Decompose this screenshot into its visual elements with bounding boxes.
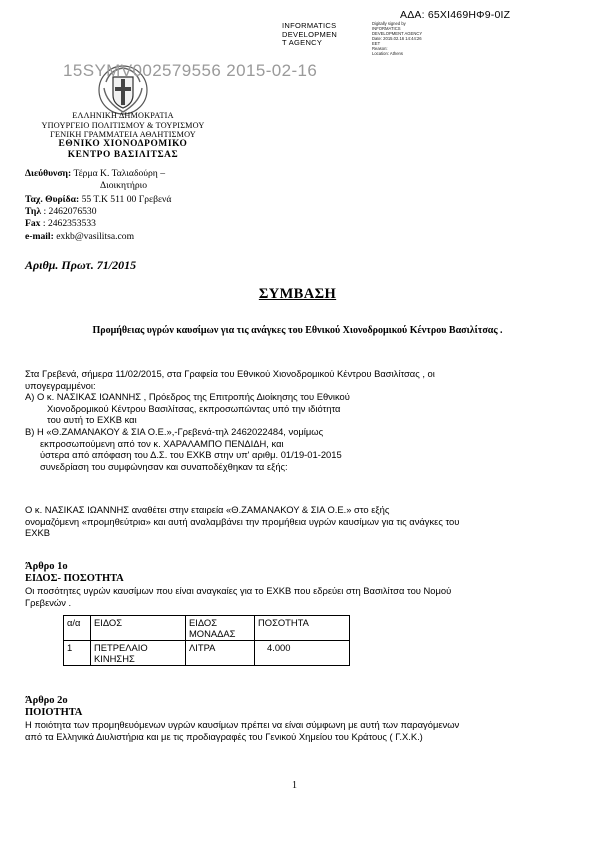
header-organization: ΕΘΝΙΚΟ ΧΙΟΝΟΔΡΟΜΙΚΟ ΚΕΝΤΡΟ ΒΑΣΙΛΙΤΣΑΣ — [58, 139, 188, 160]
table-cell: ΛΙΤΡΑ — [186, 641, 255, 666]
page-number: 1 — [292, 780, 297, 791]
document-title: ΣΥΜΒΑΣΗ — [258, 286, 337, 302]
contact-fax: Fax : 2462353533 — [25, 218, 96, 229]
table-header-cell: ΕΙΔΟΣ ΜΟΝΑΔΑΣ — [186, 616, 255, 641]
contact-address-line2: Διοικητήριο — [100, 180, 148, 191]
document-watermark: 15SYMV002579556 2015-02-16 — [63, 61, 318, 80]
table-cell: 4.000 — [255, 641, 350, 666]
document-subtitle: Προμήθειας υγρών καυσίμων για τις ανάγκες του Εθνικού Χιονοδρομικού Κέντρου Βασιλίτσας . — [92, 325, 503, 336]
article-2-heading: Άρθρο 2ο — [25, 695, 68, 706]
article-1: Άρθρο 1ο ΕΙΔΟΣ- ΠΟΣΟΤΗΤΑ Οι ποσότητες υγρών καυσίμων που είναι αναγκαίες για το ΕΧΚΒ που εδρεύει στη Βασιλίτσα του Νομού Γρεβενών . — [25, 561, 452, 608]
protocol-number: Αριθμ. Πρωτ. 71/2015 — [25, 258, 137, 272]
article-2: Άρθρο 2ο ΠΟΙΟΤΗΤΑ Η ποιότητα των προμηθευόμενων υγρών καυσίμων πρέπει να είναι σύμφωνη με αυτή των παραγόμενων από τα Ελληνικά Διυλιστήρια και με τις προδιαγραφές του Γενικού Χημείου του Κράτους ( Γ.Χ.Κ.) — [25, 695, 460, 742]
intro-paragraph: Στα Γρεβενά, σήμερα 11/02/2015, στα Γραφεία του Εθνικού Χιονοδρομικού Κέντρου Βασιλίτσας , οι υπογεγραμμένοι: Α) Ο κ. ΝΑΣΙΚΑΣ ΙΩΑΝΝΗΣ , Πρόεδρος της Επιτροπής Διοίκησης του Εθνικού Χιονοδρομικού Κέντρου Βασιλίτσας, εκπροσωπώντας υπό την ιδιότητα του αυτή το ΕΧΚΒ και Β) Η «Θ.ΖΑΜΑΝΑΚΟΥ & ΣΙΑ Ο.Ε.»,-Γρεβενά-τηλ 2462022484, νομίμως εκπροσωπούμενη από τον κ. ΧΑΡΑΛΑΜΠΟ ΠΕΝΔΙΔΗ, και ύστερα από απόφαση του Δ.Σ. του ΕΧΚΒ στην υπ' αριθμ. 01/19-01-2015 συνεδρίαση του συμφώνησαν και συναποδέχθηκαν τα εξής: — [25, 368, 435, 472]
contact-address: Διεύθυνση: Τέρμα Κ. Ταλιαδούρη – — [25, 168, 166, 179]
table-header-cell: α/α — [64, 616, 91, 641]
contact-postal: Ταχ. Θυρίδα: 55 Τ.Κ 511 00 Γρεβενά — [25, 194, 172, 205]
table-cell: 1 — [64, 641, 91, 666]
article-2-title: ΠΟΙΟΤΗΤΑ — [25, 707, 83, 718]
contact-email: e-mail: exkb@vasilitsa.com — [25, 231, 135, 242]
table-header-cell: ΠΟΣΟΤΗΤΑ — [255, 616, 350, 641]
article-1-heading: Άρθρο 1ο — [25, 561, 68, 572]
table-row — [64, 641, 350, 666]
items-table — [63, 615, 350, 666]
assignment-paragraph: Ο κ. ΝΑΣΙΚΑΣ ΙΩΑΝΝΗΣ αναθέτει στην εταιρεία «Θ.ΖΑΜΑΝΑΚΟΥ & ΣΙΑ Ο.Ε.» στο εξής ονομαζόμενη «προμηθεύτρια» και αυτή αναλαμβάνει την προμήθεια υγρών καυσίμων για τις ανάγκες του ΕΧΚΒ — [25, 504, 460, 539]
ada-code: ΑΔΑ: 65ΧΙ469ΗΦ9-0ΙΖ — [400, 9, 511, 21]
signature-org: INFORMATICS DEVELOPMEN T AGENCY — [282, 21, 338, 48]
table-header-row — [64, 616, 350, 641]
article-1-title: ΕΙΔΟΣ- ΠΟΣΟΤΗΤΑ — [25, 573, 124, 584]
table-cell: ΠΕΤΡΕΛΑΙΟ ΚΙΝΗΣΗΣ — [91, 641, 186, 666]
contact-phone: Τηλ : 2462076530 — [25, 206, 97, 217]
table-header-cell: ΕΙΔΟΣ — [91, 616, 186, 641]
signature-details: Digitally signed by INFORMATICS DEVELOPMENT AGENCY Date: 2015.02.16 14:44:26 EET Reason: Location: Athens — [372, 21, 423, 56]
header-ministry: ΕΛΛΗΝΙΚΗ ΔΗΜΟΚΡΑΤΙΑ ΥΠΟΥΡΓΕΙΟ ΠΟΛΙΤΙΣΜΟΥ & ΤΟΥΡΙΣΜΟΥ ΓΕΝΙΚΗ ΓΡΑΜΜΑΤΕΙΑ ΑΘΛΗΤΙΣΜΟΥ — [41, 111, 205, 139]
